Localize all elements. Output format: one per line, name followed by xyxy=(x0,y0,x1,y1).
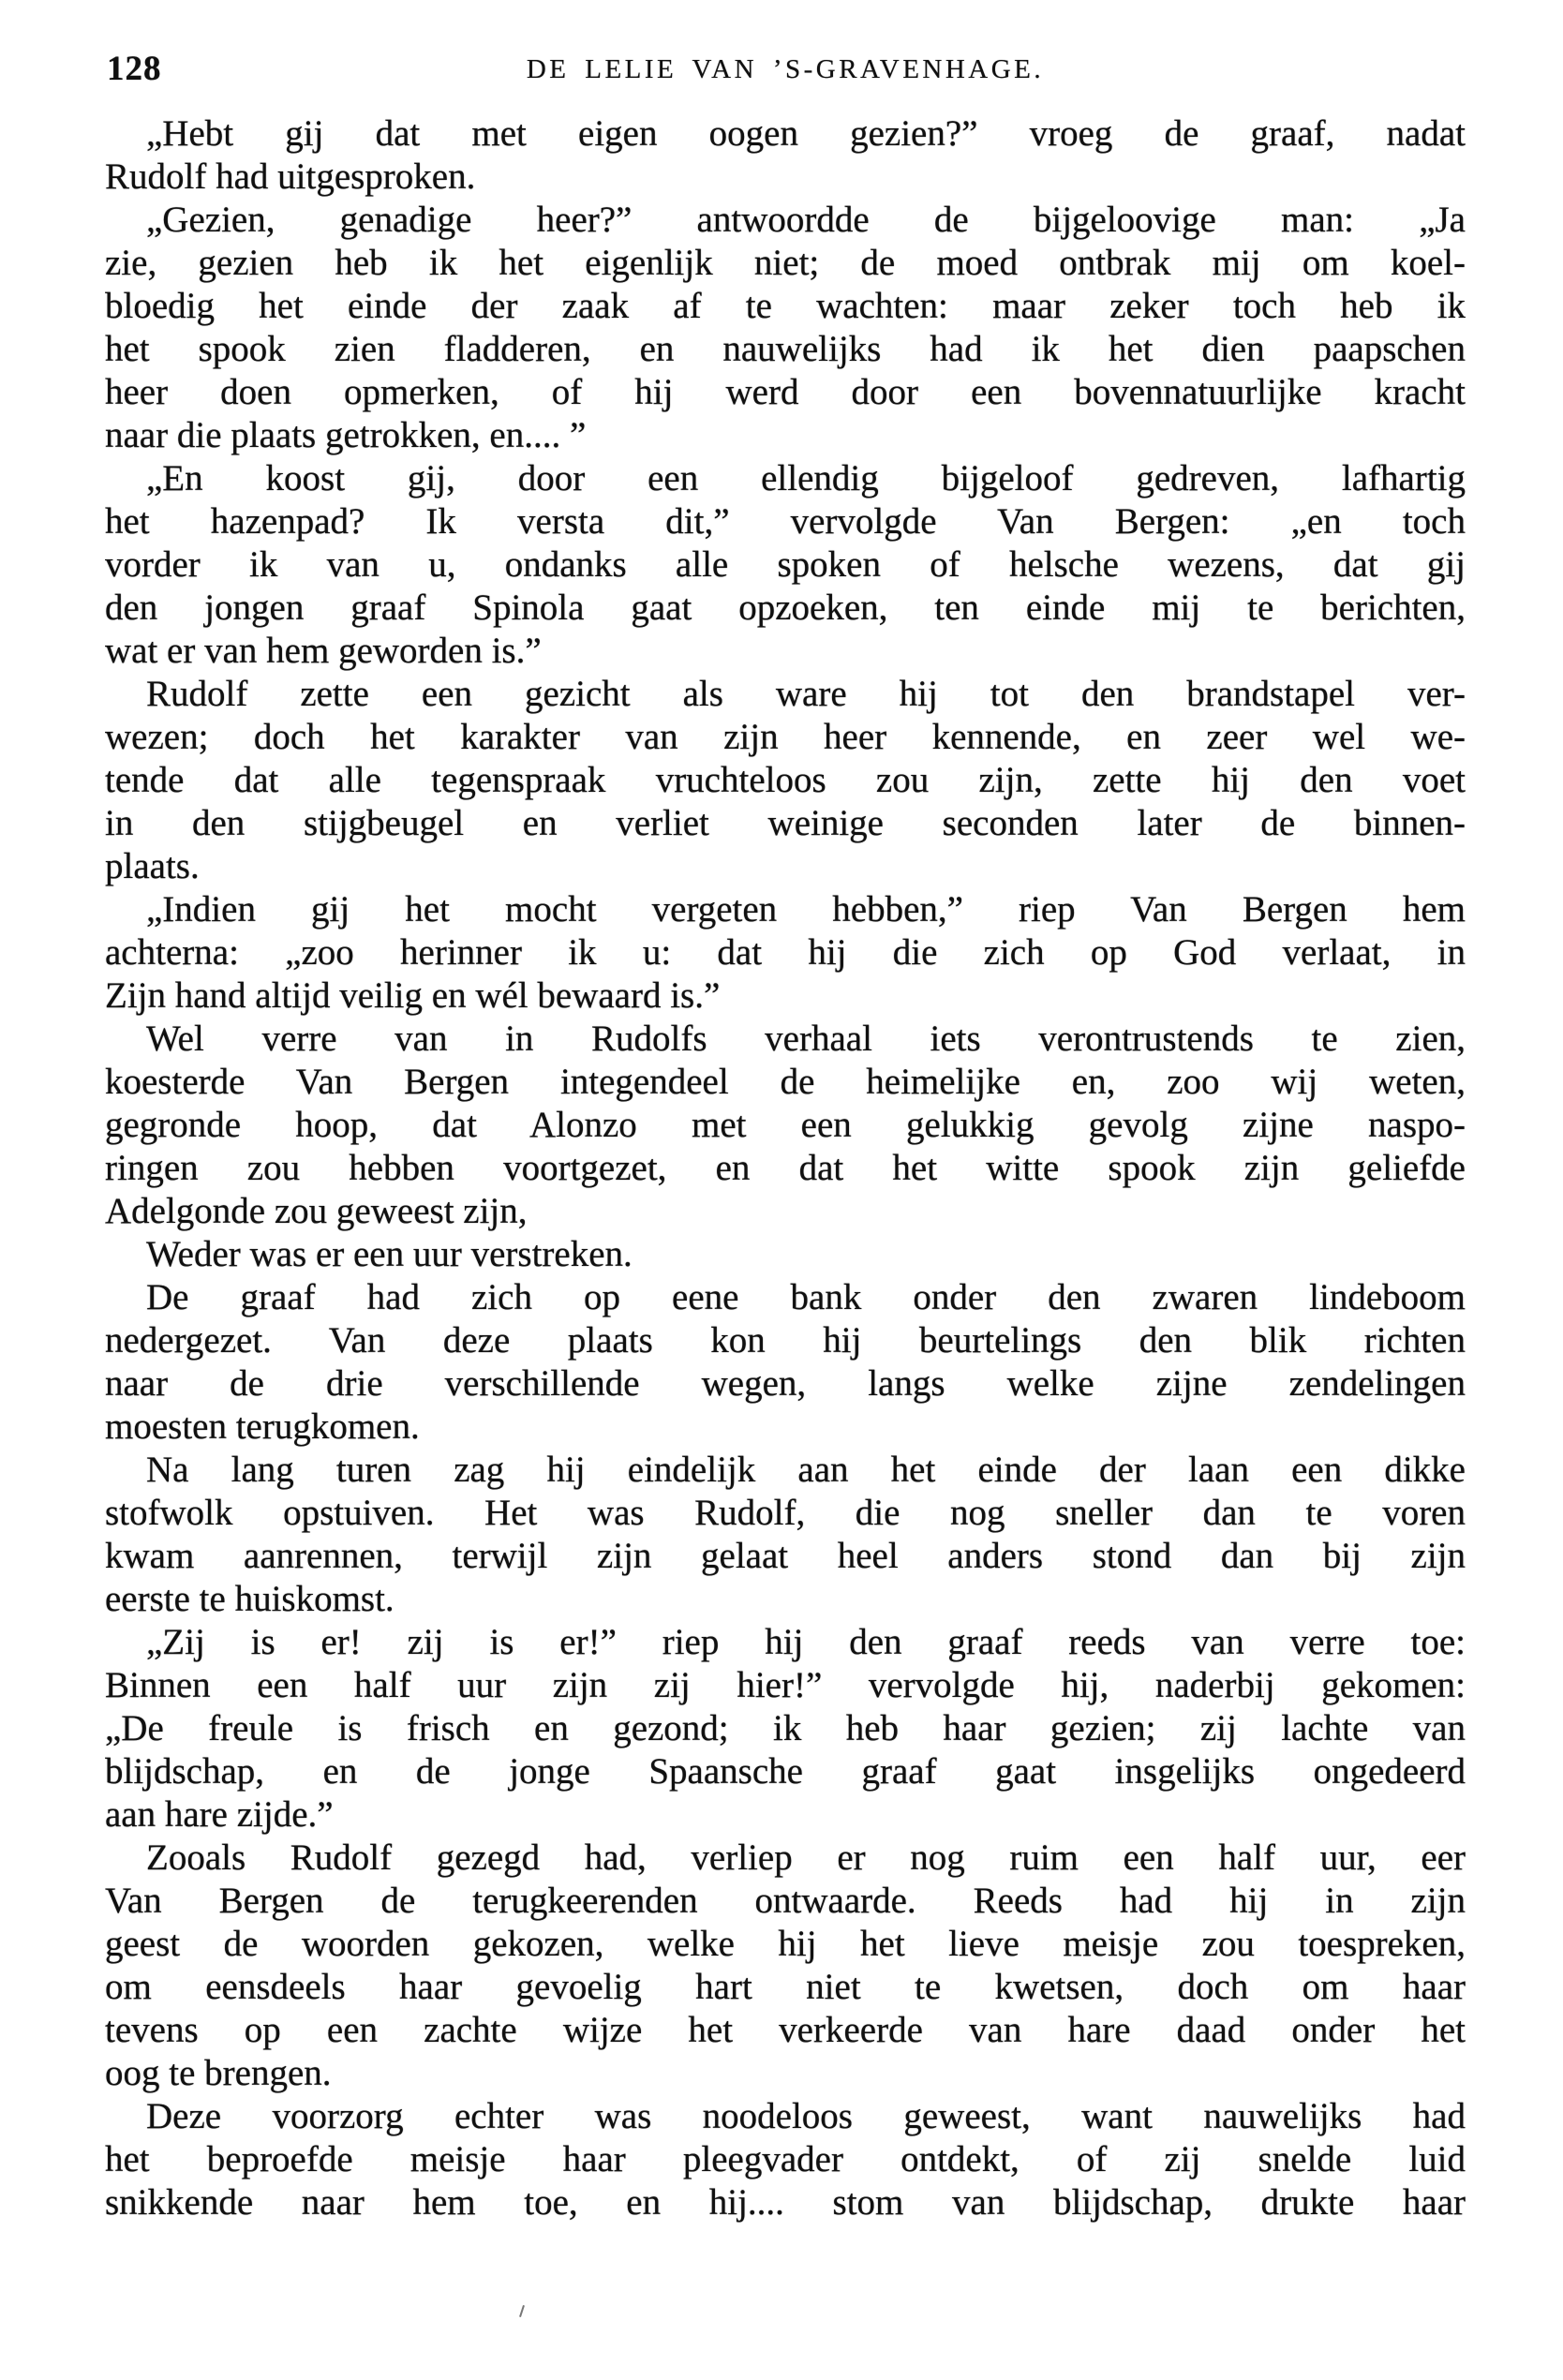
text-line: wat er van hem geworden is.” xyxy=(105,631,542,671)
text-line: geest de woorden gekozen, welke hij het lieve meisje zou toespreken, xyxy=(105,1924,1466,1964)
text-line: kwam aanrennen, terwijl zijn gelaat heel anders stond dan bij zijn xyxy=(105,1536,1466,1576)
text-line: zie, gezien heb ik het eigenlijk niet; de moed ontbrak mij om koel- xyxy=(105,243,1466,283)
text-line: om eensdeels haar gevoelig hart niet te kwetsen, doch om haar xyxy=(105,1967,1466,2007)
running-title: DE LELIE VAN ’S-GRAVENHAGE. xyxy=(526,54,1045,84)
text-line: De graaf had zich op eene bank onder den zwaren lindeboom xyxy=(146,1277,1466,1317)
text-line: naar de drie verschillende wegen, langs welke zijne zendelingen xyxy=(105,1363,1466,1404)
text-line: het spook zien fladderen, en nauwelijks had ik het dien paapschen xyxy=(105,329,1466,369)
text-line: moesten terugkomen. xyxy=(105,1406,420,1447)
paragraph xyxy=(105,1449,1466,1621)
text-line: „De freule is frisch en gezond; ik heb haar gezien; zij lachte van xyxy=(105,1708,1466,1748)
text-line: Van Bergen de terugkeerenden ontwaarde. Reeds had hij in zijn xyxy=(105,1881,1466,1921)
text-line: plaats. xyxy=(105,846,200,886)
paragraph xyxy=(105,112,1466,199)
paragraph xyxy=(105,457,1466,673)
text-line: Wel verre van in Rudolfs verhaal iets verontrustends te zien, xyxy=(146,1019,1466,1059)
text-line: Rudolf had uitgesproken. xyxy=(105,156,476,197)
page-number: 128 xyxy=(107,50,162,88)
scan-artifact xyxy=(519,2305,525,2317)
text-line: ringen zou hebben voortgezet, en dat het witte spook zijn geliefde xyxy=(105,1148,1466,1188)
paragraph xyxy=(105,1621,1466,1837)
text-line: wezen; doch het karakter van zijn heer kennende, en zeer wel we- xyxy=(105,717,1466,757)
text-line: Zooals Rudolf gezegd had, verliep er nog ruim een half uur, eer xyxy=(146,1837,1466,1878)
text-line: Na lang turen zag hij eindelijk aan het einde der laan een dikke xyxy=(146,1450,1466,1490)
text-line: in den stijgbeugel en verliet weinige seconden later de binnen- xyxy=(105,803,1466,843)
text-line: den jongen graaf Spinola gaat opzoeken, ten einde mij te berichten, xyxy=(105,588,1466,628)
text-line: het hazenpad? Ik versta dit,” vervolgde Van Bergen: „en toch xyxy=(105,501,1466,542)
text-line: „Gezien, genadige heer?” antwoordde de bijgeloovige man: „Ja xyxy=(146,200,1466,240)
paragraph xyxy=(105,1018,1466,1233)
text-line: Zijn hand altijd veilig en wél bewaard is.” xyxy=(105,975,721,1016)
text-line: Binnen een half uur zijn zij hier!” vervolgde hij, naderbij gekomen: xyxy=(105,1665,1466,1705)
text-line: naar die plaats getrokken, en.... ” xyxy=(105,415,587,455)
paragraph xyxy=(105,888,1466,1018)
text-line: Adelgonde zou geweest zijn, xyxy=(105,1191,528,1231)
text-block xyxy=(105,112,1466,2224)
text-line: bloedig het einde der zaak af te wachten: maar zeker toch heb ik xyxy=(105,286,1466,326)
text-line: tende dat alle tegenspraak vruchteloos zou zijn, zette hij den voet xyxy=(105,760,1466,800)
text-line: oog te brengen. xyxy=(105,2053,332,2093)
paragraph xyxy=(105,1233,1466,1276)
text-line: tevens op een zachte wijze het verkeerde van hare daad onder het xyxy=(105,2010,1466,2050)
text-line: het beproefde meisje haar pleegvader ontdekt, of zij snelde luid xyxy=(105,2139,1466,2179)
text-line: Deze voorzorg echter was noodeloos geweest, want nauwelijks had xyxy=(146,2096,1466,2136)
text-line: „Indien gij het mocht vergeten hebben,” riep Van Bergen hem xyxy=(146,889,1466,930)
text-line: vorder ik van u, ondanks alle spoken of helsche wezens, dat gij xyxy=(105,544,1466,585)
text-line: eerste te huiskomst. xyxy=(105,1579,394,1619)
paragraph xyxy=(105,199,1466,457)
text-line: nedergezet. Van deze plaats kon hij beurtelings den blik richten xyxy=(105,1320,1466,1361)
text-line: aan hare zijde.” xyxy=(105,1794,334,1835)
text-line: Rudolf zette een gezicht als ware hij tot den brandstapel ver- xyxy=(146,674,1466,714)
text-line: achterna: „zoo herinner ik u: dat hij die zich op God verlaat, in xyxy=(105,932,1466,973)
text-line: gegronde hoop, dat Alonzo met een gelukkig gevolg zijne naspo- xyxy=(105,1105,1466,1145)
text-line: „En koost gij, door een ellendig bijgeloof gedreven, lafhartig xyxy=(146,458,1466,498)
text-line: snikkende naar hem toe, en hij.... stom van blijdschap, drukte haar xyxy=(105,2182,1466,2223)
text-line: Weder was er een uur verstreken. xyxy=(146,1234,633,1274)
paragraph xyxy=(105,1837,1466,2095)
paragraph xyxy=(105,673,1466,888)
text-line: koesterde Van Bergen integendeel de heimelijke en, zoo wij weten, xyxy=(105,1062,1466,1102)
text-line: heer doen opmerken, of hij werd door een bovennatuurlijke kracht xyxy=(105,372,1466,412)
text-line: stofwolk opstuiven. Het was Rudolf, die nog sneller dan te voren xyxy=(105,1493,1466,1533)
text-column xyxy=(105,49,1466,2224)
paragraph xyxy=(105,2095,1466,2224)
text-line: „Hebt gij dat met eigen oogen gezien?” vroeg de graaf, nadat xyxy=(146,113,1466,154)
text-line: „Zij is er! zij is er!” riep hij den graaf reeds van verre toe: xyxy=(146,1622,1466,1662)
text-line: blijdschap, en de jonge Spaansche graaf gaat insgelijks ongedeerd xyxy=(105,1751,1466,1792)
page-header xyxy=(105,49,1466,92)
paragraph xyxy=(105,1276,1466,1449)
